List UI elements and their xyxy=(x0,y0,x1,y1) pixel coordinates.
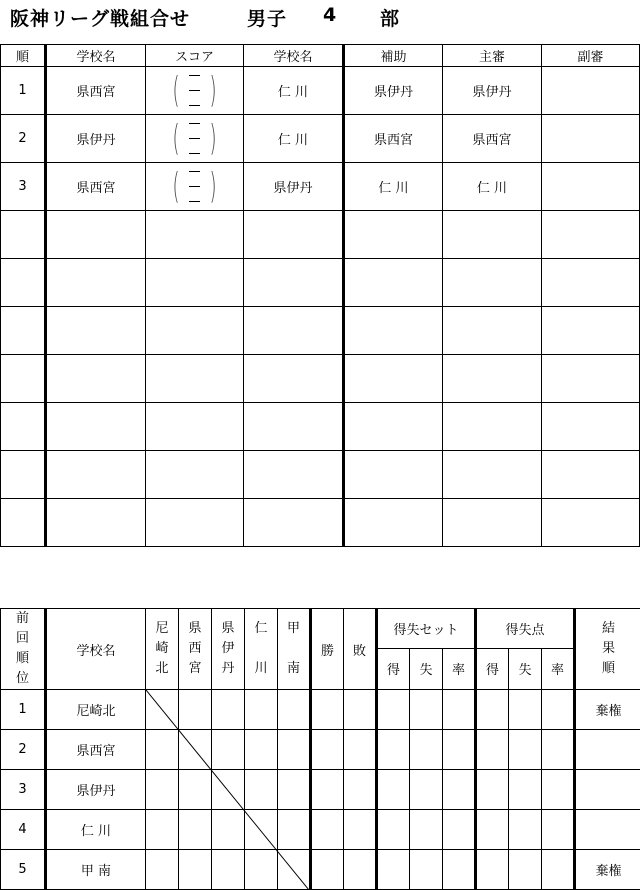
empty-cell xyxy=(146,355,244,403)
score-bracket: ( ) xyxy=(172,69,217,111)
set-stat-cell xyxy=(410,690,443,730)
match-result-cell xyxy=(212,810,245,850)
league-school: 県伊丹 xyxy=(46,770,146,810)
division-suffix: 部 xyxy=(380,8,401,30)
match-order: 1 xyxy=(1,67,46,115)
empty-cell xyxy=(443,451,542,499)
score-cell xyxy=(146,163,244,211)
schedule-header-cell: スコア xyxy=(146,45,244,67)
point-stat-cell xyxy=(542,690,575,730)
losses-cell xyxy=(344,770,377,810)
stat-subheader: 得 xyxy=(476,648,509,689)
set-stat-cell xyxy=(377,730,410,770)
empty-cell xyxy=(443,499,542,547)
match-result-cell xyxy=(278,730,311,770)
prev-rank: 1 xyxy=(1,690,46,730)
schedule-empty-row xyxy=(1,499,640,547)
empty-cell xyxy=(1,211,46,259)
empty-cell xyxy=(542,355,640,403)
prev-rank: 2 xyxy=(1,730,46,770)
school-b: 仁 川 xyxy=(244,115,344,163)
schedule-header-cell: 副審 xyxy=(542,45,640,67)
match-result-cell xyxy=(212,770,245,810)
vertical-char: 前 xyxy=(15,611,29,626)
prev-rank: 5 xyxy=(1,850,46,890)
schedule-empty-row xyxy=(1,259,640,307)
empty-cell xyxy=(1,403,46,451)
vertical-char: 宮 xyxy=(188,661,202,676)
sets-header: 得失セット xyxy=(377,609,476,649)
empty-cell xyxy=(542,499,640,547)
empty-cell xyxy=(344,259,443,307)
empty-cell xyxy=(1,499,46,547)
empty-cell xyxy=(244,307,344,355)
final-result xyxy=(575,810,640,850)
empty-cell xyxy=(542,307,640,355)
match-result-cell xyxy=(146,850,179,890)
match-result-cell xyxy=(146,690,179,730)
empty-cell xyxy=(542,403,640,451)
league-header-row xyxy=(1,609,640,649)
school-header: 学校名 xyxy=(46,609,146,690)
vertical-char: 尼 xyxy=(155,621,169,636)
schedule-header-cell: 補助 xyxy=(344,45,443,67)
point-stat-cell xyxy=(542,810,575,850)
point-stat-cell xyxy=(509,770,542,810)
empty-cell xyxy=(146,451,244,499)
schedule-empty-row xyxy=(1,403,640,451)
league-row xyxy=(1,730,640,770)
empty-cell xyxy=(146,403,244,451)
match-result-cell xyxy=(179,730,212,770)
set-stat-cell xyxy=(410,730,443,770)
vertical-char: 順 xyxy=(602,661,616,676)
match-result-cell xyxy=(278,810,311,850)
point-stat-cell xyxy=(476,850,509,890)
empty-cell xyxy=(146,211,244,259)
score-cell xyxy=(146,67,244,115)
vertical-char: 伊 xyxy=(221,641,235,656)
match-result-cell xyxy=(212,690,245,730)
schedule-header-cell: 主審 xyxy=(443,45,542,67)
vertical-char: 県 xyxy=(188,621,202,636)
schedule-empty-row xyxy=(1,307,640,355)
final-result: 棄権 xyxy=(575,850,640,890)
match-result-cell xyxy=(212,730,245,770)
set-stat-cell xyxy=(377,690,410,730)
empty-cell xyxy=(443,403,542,451)
empty-cell xyxy=(46,211,146,259)
score-bracket: ( ) xyxy=(172,165,217,207)
vertical-char: 県 xyxy=(221,621,235,636)
school-b: 仁 川 xyxy=(244,67,344,115)
schedule-header-cell: 学校名 xyxy=(244,45,344,67)
final-result xyxy=(575,770,640,810)
empty-cell xyxy=(1,307,46,355)
stat-subheader: 失 xyxy=(410,648,443,689)
match-result-cell xyxy=(278,690,311,730)
schedule-header-cell: 学校名 xyxy=(46,45,146,67)
empty-cell xyxy=(146,499,244,547)
empty-cell xyxy=(1,355,46,403)
league-title: 阪神リーグ戦組合せ xyxy=(10,8,191,30)
match-result-cell xyxy=(245,770,278,810)
stat-subheader: 率 xyxy=(443,648,476,689)
vertical-char: 仁 xyxy=(254,621,268,636)
referee-school: 県伊丹 xyxy=(443,67,542,115)
vertical-char: 結 xyxy=(602,621,616,636)
losses-cell xyxy=(344,690,377,730)
set-stat-cell xyxy=(410,850,443,890)
score-cell xyxy=(146,115,244,163)
set-stat-cell xyxy=(443,810,476,850)
match-result-cell xyxy=(146,770,179,810)
aux-school: 仁 川 xyxy=(344,163,443,211)
set-stat-cell xyxy=(443,850,476,890)
empty-cell xyxy=(344,499,443,547)
vertical-char xyxy=(254,639,267,659)
vertical-char: 丹 xyxy=(221,661,235,676)
match-result-cell xyxy=(278,850,311,890)
empty-cell xyxy=(46,355,146,403)
vertical-char: 果 xyxy=(602,641,616,656)
score-bracket: ( ) xyxy=(172,117,217,159)
set-stat-cell xyxy=(377,850,410,890)
losses-cell xyxy=(344,850,377,890)
match-result-cell xyxy=(212,850,245,890)
vertical-char: 崎 xyxy=(155,641,169,656)
empty-cell xyxy=(443,259,542,307)
points-header: 得失点 xyxy=(476,609,575,649)
match-result-cell xyxy=(278,770,311,810)
opponent-header xyxy=(245,609,278,690)
schedule-empty-row xyxy=(1,355,640,403)
schedule-header-row xyxy=(1,45,640,67)
opponent-header xyxy=(146,609,179,690)
aux-school: 県伊丹 xyxy=(344,67,443,115)
point-stat-cell xyxy=(509,850,542,890)
empty-cell xyxy=(46,307,146,355)
vertical-char xyxy=(287,639,300,659)
school-b: 県伊丹 xyxy=(244,163,344,211)
vertical-char: 南 xyxy=(286,661,300,676)
vertical-char: 川 xyxy=(254,661,268,676)
empty-cell xyxy=(244,403,344,451)
point-stat-cell xyxy=(509,690,542,730)
empty-cell xyxy=(344,211,443,259)
stat-subheader: 率 xyxy=(542,648,575,689)
empty-cell xyxy=(244,499,344,547)
match-order: 2 xyxy=(1,115,46,163)
match-order: 3 xyxy=(1,163,46,211)
school-a: 県西宮 xyxy=(46,163,146,211)
empty-cell xyxy=(46,499,146,547)
empty-cell xyxy=(1,259,46,307)
match-result-cell xyxy=(245,730,278,770)
match-result-cell xyxy=(179,690,212,730)
school-a: 県伊丹 xyxy=(46,115,146,163)
wins-cell xyxy=(311,850,344,890)
empty-cell xyxy=(146,259,244,307)
vertical-char: 西 xyxy=(188,641,202,656)
opponent-header xyxy=(179,609,212,690)
match-result-cell xyxy=(245,690,278,730)
prev-rank-header xyxy=(1,609,46,690)
prev-rank: 3 xyxy=(1,770,46,810)
stat-subheader: 失 xyxy=(509,648,542,689)
empty-cell xyxy=(46,451,146,499)
sub-referee-school xyxy=(542,163,640,211)
empty-cell xyxy=(542,211,640,259)
point-stat-cell xyxy=(476,730,509,770)
schedule-row xyxy=(1,163,640,211)
empty-cell xyxy=(443,355,542,403)
final-result xyxy=(575,730,640,770)
match-result-cell xyxy=(245,850,278,890)
point-stat-cell xyxy=(476,810,509,850)
stat-subheader: 得 xyxy=(377,648,410,689)
schedule-table xyxy=(0,44,640,547)
vertical-char: 順 xyxy=(15,651,29,666)
league-row xyxy=(1,810,640,850)
empty-cell xyxy=(46,403,146,451)
match-result-cell xyxy=(179,850,212,890)
opponent-header xyxy=(212,609,245,690)
empty-cell xyxy=(244,355,344,403)
vertical-char: 北 xyxy=(155,661,169,676)
schedule-empty-row xyxy=(1,451,640,499)
empty-cell xyxy=(344,307,443,355)
empty-cell xyxy=(244,259,344,307)
league-school: 甲 南 xyxy=(46,850,146,890)
losses-cell xyxy=(344,730,377,770)
prev-rank: 4 xyxy=(1,810,46,850)
empty-cell xyxy=(443,307,542,355)
wins-header: 勝 xyxy=(311,609,344,690)
match-result-cell xyxy=(179,810,212,850)
league-table xyxy=(0,608,640,890)
schedule-header-cell: 順 xyxy=(1,45,46,67)
school-a: 県西宮 xyxy=(46,67,146,115)
aux-school: 県西宮 xyxy=(344,115,443,163)
vertical-char: 回 xyxy=(15,631,29,646)
point-stat-cell xyxy=(509,810,542,850)
point-stat-cell xyxy=(476,770,509,810)
referee-school: 県西宮 xyxy=(443,115,542,163)
vertical-char: 位 xyxy=(15,671,29,686)
set-stat-cell xyxy=(410,770,443,810)
empty-cell xyxy=(1,451,46,499)
set-stat-cell xyxy=(377,810,410,850)
opponent-header xyxy=(278,609,311,690)
set-stat-cell xyxy=(443,770,476,810)
empty-cell xyxy=(443,211,542,259)
division-label: 男子 xyxy=(247,8,288,30)
empty-cell xyxy=(344,451,443,499)
league-school: 県西宮 xyxy=(46,730,146,770)
sub-referee-school xyxy=(542,115,640,163)
empty-cell xyxy=(344,355,443,403)
league-school: 尼崎北 xyxy=(46,690,146,730)
set-stat-cell xyxy=(443,730,476,770)
empty-cell xyxy=(244,451,344,499)
empty-cell xyxy=(542,259,640,307)
schedule-row xyxy=(1,115,640,163)
result-header xyxy=(575,609,640,690)
league-row xyxy=(1,770,640,810)
league-row xyxy=(1,850,640,890)
wins-cell xyxy=(311,690,344,730)
division-number: 4 xyxy=(323,4,338,26)
schedule-empty-row xyxy=(1,211,640,259)
empty-cell xyxy=(344,403,443,451)
point-stat-cell xyxy=(542,850,575,890)
schedule-row xyxy=(1,67,640,115)
final-result: 棄権 xyxy=(575,690,640,730)
set-stat-cell xyxy=(443,690,476,730)
match-result-cell xyxy=(179,770,212,810)
match-result-cell xyxy=(146,730,179,770)
vertical-char: 甲 xyxy=(286,621,300,636)
match-result-cell xyxy=(146,810,179,850)
wins-cell xyxy=(311,730,344,770)
point-stat-cell xyxy=(542,770,575,810)
referee-school: 仁 川 xyxy=(443,163,542,211)
set-stat-cell xyxy=(410,810,443,850)
losses-header: 敗 xyxy=(344,609,377,690)
empty-cell xyxy=(146,307,244,355)
wins-cell xyxy=(311,770,344,810)
empty-cell xyxy=(244,211,344,259)
empty-cell xyxy=(542,451,640,499)
wins-cell xyxy=(311,810,344,850)
league-school: 仁 川 xyxy=(46,810,146,850)
losses-cell xyxy=(344,810,377,850)
match-result-cell xyxy=(245,810,278,850)
empty-cell xyxy=(46,259,146,307)
sub-referee-school xyxy=(542,67,640,115)
point-stat-cell xyxy=(542,730,575,770)
league-row xyxy=(1,690,640,730)
point-stat-cell xyxy=(509,730,542,770)
set-stat-cell xyxy=(377,770,410,810)
point-stat-cell xyxy=(476,690,509,730)
